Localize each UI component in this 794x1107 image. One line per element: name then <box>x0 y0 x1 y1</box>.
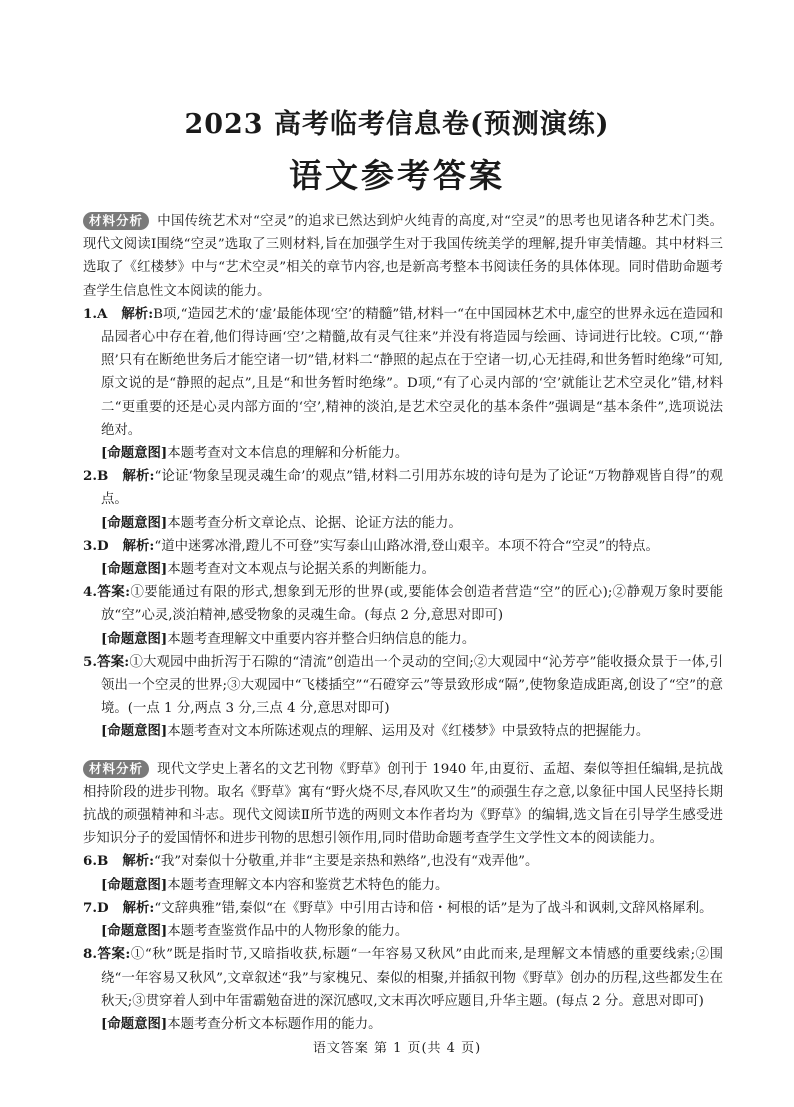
page-title: 2023 高考临考信息卷(预测演练) <box>184 109 610 140</box>
intent-label: [命题意图] <box>101 876 168 893</box>
question-text: “我”对秦似十分敬重,并非“主要是亲热和熟络”,也没有“戏弄他”。 <box>154 854 539 870</box>
question-intent <box>83 512 723 535</box>
question-keyword: 解析: <box>122 537 155 554</box>
answer-content <box>83 210 723 1036</box>
question-intent <box>83 628 723 651</box>
question-intent <box>83 442 723 465</box>
intent-text: 本题考查理解文中重要内容并整合归纳信息的能力。 <box>167 631 476 647</box>
page-footer: 语文答案 第 1 页(共 4 页) <box>312 1041 482 1056</box>
question-intent <box>83 874 723 897</box>
question-intent <box>83 720 723 743</box>
intent-label: [命题意图] <box>101 723 168 740</box>
question-keyword: 解析: <box>121 305 154 322</box>
question-item <box>83 943 723 1013</box>
question-answer: B <box>96 468 109 485</box>
question-number: 4. <box>83 584 97 601</box>
intent-text: 本题考查分析文本标题作用的能力。 <box>167 1016 382 1032</box>
question-text: ①“秋”既是指时节,又暗指收获,标题“一年容易又秋风”由此而来,是理解文本情感的重要线索;②围绕“一年容易又秋风”,文章叙述“我”与家槐兄、秦似的相聚,并插叙刊物《野草》创办的历程,这些都发生在秋天;③贯穿着人到中年雷霸勉奋进的深沉感叹,文末再次呼应题目,升华主题。(每点 2 分。意思对即可) <box>101 947 723 1009</box>
section1-intro <box>83 210 723 303</box>
question-text: ①大观园中曲折泻于石隙的“清流”创造出一个灵动的空间;②大观园中“沁芳亭”能收摄众景于一体,引领出一个空灵的世界;③大观园中“飞楼插空”“石磴穿云”等景致形成“隔”,使物象造成距离,创设了“空”的意境。(一点 1 分,两点 3 分,三点 4 分,意思对即可) <box>101 654 723 717</box>
question-text: “文辞典雅”错,秦似“在《野草》中引用古诗和倍・柯根的话”是为了战斗和讽刺,文辞风格犀利。 <box>154 900 713 916</box>
section1-intro-text: 中国传统艺术对“空灵”的追求已然达到炉火纯青的高度,对“空灵”的思考也见诸各种艺术门类。现代文阅读Ⅰ围绕“空灵”选取了三则材料,旨在加强学生对于我国传统美学的理解,提升审美情趣。其中材料三选取了《红楼梦》中与“艺术空灵”相关的章节内容,也是新高考整本书阅读任务的具体体现。同时借助命题考查学生信息性文本阅读的能力。 <box>83 214 723 299</box>
question-number: 6. <box>83 853 97 870</box>
question-keyword: 解析: <box>122 899 155 916</box>
question-number: 5. <box>83 653 97 670</box>
question-item <box>83 651 723 721</box>
section2-tag: 材料分析 <box>83 760 149 778</box>
intent-text: 本题考查理解文本内容和鉴赏艺术特色的能力。 <box>167 877 449 893</box>
intent-label: [命题意图] <box>101 923 168 940</box>
question-number: 7. <box>83 899 97 916</box>
intent-label: [命题意图] <box>101 561 168 578</box>
question-intent <box>83 558 723 581</box>
question-keyword: 答案: <box>96 584 131 601</box>
intent-text: 本题考查对文本观点与论据关系的判断能力。 <box>167 562 436 578</box>
question-intent <box>83 920 723 943</box>
intent-text: 本题考查鉴赏作品中的人物形象的能力。 <box>167 924 409 940</box>
question-text: B项,“造园艺术的‘虚’最能体现‘空’的精髓”错,材料一“在中国园林艺术中,虚空的世界永远在造园和品园者心中存在着,他们得诗画‘空’之精髓,故有灵气往来”并没有将造园与绘画、诗词进行比较。C项,“‘静照’只有在断绝世务后才能空诸一切”错,材料二“静照的起点在于空诸一切,心无挂碍,和世务暂时绝缘”可知,原文说的是“静照的起点”,且是“和世务暂时绝缘”。D项,“有了心灵内部的‘空’就能让艺术空灵化”错,材料二“更重要的还是心灵内部方面的‘空’,精神的淡泊,是艺术空灵化的基本条件”强调是“基本条件”,选项说法绝对。 <box>101 306 723 438</box>
page-subtitle: 语文参考答案 <box>289 156 505 195</box>
section1-questions <box>83 303 723 744</box>
intent-label: [命题意图] <box>101 630 168 647</box>
question-answer: B <box>96 853 109 870</box>
intent-label: [命题意图] <box>101 445 168 462</box>
question-keyword: 解析: <box>122 468 155 485</box>
section2-intro-text: 现代文学史上著名的文艺刊物《野草》创刊于 1940 年,由夏衍、孟超、秦似等担任编辑,是抗战相持阶段的进步刊物。取名《野草》寓有“野火烧不尽,春风吹又生”的顽强生存之意,以象征中国人民坚持长期抗战的顽强精神和斗志。现代文阅读Ⅱ所节选的两则文本作者均为《野草》的编辑,选文旨在引导学生感受进步知识分子的爱国情怀和进步刊物的思想引领作用,同时借助命题考查学生文学性文本的阅读能力。 <box>83 761 723 847</box>
question-number: 2. <box>83 468 97 485</box>
intent-label: [命题意图] <box>101 514 168 531</box>
question-intent <box>83 1013 723 1036</box>
question-item <box>83 303 723 442</box>
question-item <box>83 535 723 558</box>
section2-questions <box>83 850 723 1036</box>
question-item <box>83 581 723 627</box>
intent-text: 本题考查对文本所陈述观点的理解、运用及对《红楼梦》中景致特点的把握能力。 <box>167 724 650 740</box>
question-number: 1. <box>83 305 97 322</box>
intent-text: 本题考查分析文章论点、论据、论证方法的能力。 <box>167 515 462 531</box>
question-answer: A <box>96 305 108 322</box>
question-answer: D <box>96 537 109 554</box>
question-answer: D <box>96 899 109 916</box>
question-item <box>83 465 723 511</box>
question-text: “道中迷雾冰滑,蹬儿不可登”实写泰山山路冰滑,登山艰辛。本项不符合“空灵”的特点。 <box>154 538 659 554</box>
question-item <box>83 850 723 873</box>
intent-label: [命题意图] <box>101 1015 168 1032</box>
question-number: 8. <box>83 946 97 963</box>
question-item <box>83 897 723 920</box>
question-keyword: 解析: <box>122 853 155 870</box>
section1-tag: 材料分析 <box>83 212 149 230</box>
section2-intro <box>83 758 723 851</box>
intent-text: 本题考查对文本信息的理解和分析能力。 <box>167 446 409 462</box>
question-keyword: 答案: <box>96 653 130 670</box>
question-number: 3. <box>83 537 97 554</box>
question-text: “论证‘物象呈现灵魂生命’的观点”错,材料二引用苏东坡的诗句是为了论证“万物静观皆自得”的观点。 <box>101 469 723 508</box>
question-text: ①要能通过有限的形式,想象到无形的世界(或,要能体会创造者营造“空”的匠心);②静观万象时要能放“空”心灵,淡泊精神,感受物象的灵魂生命。(每点 2 分,意思对即可) <box>101 585 723 624</box>
question-keyword: 答案: <box>96 946 131 963</box>
